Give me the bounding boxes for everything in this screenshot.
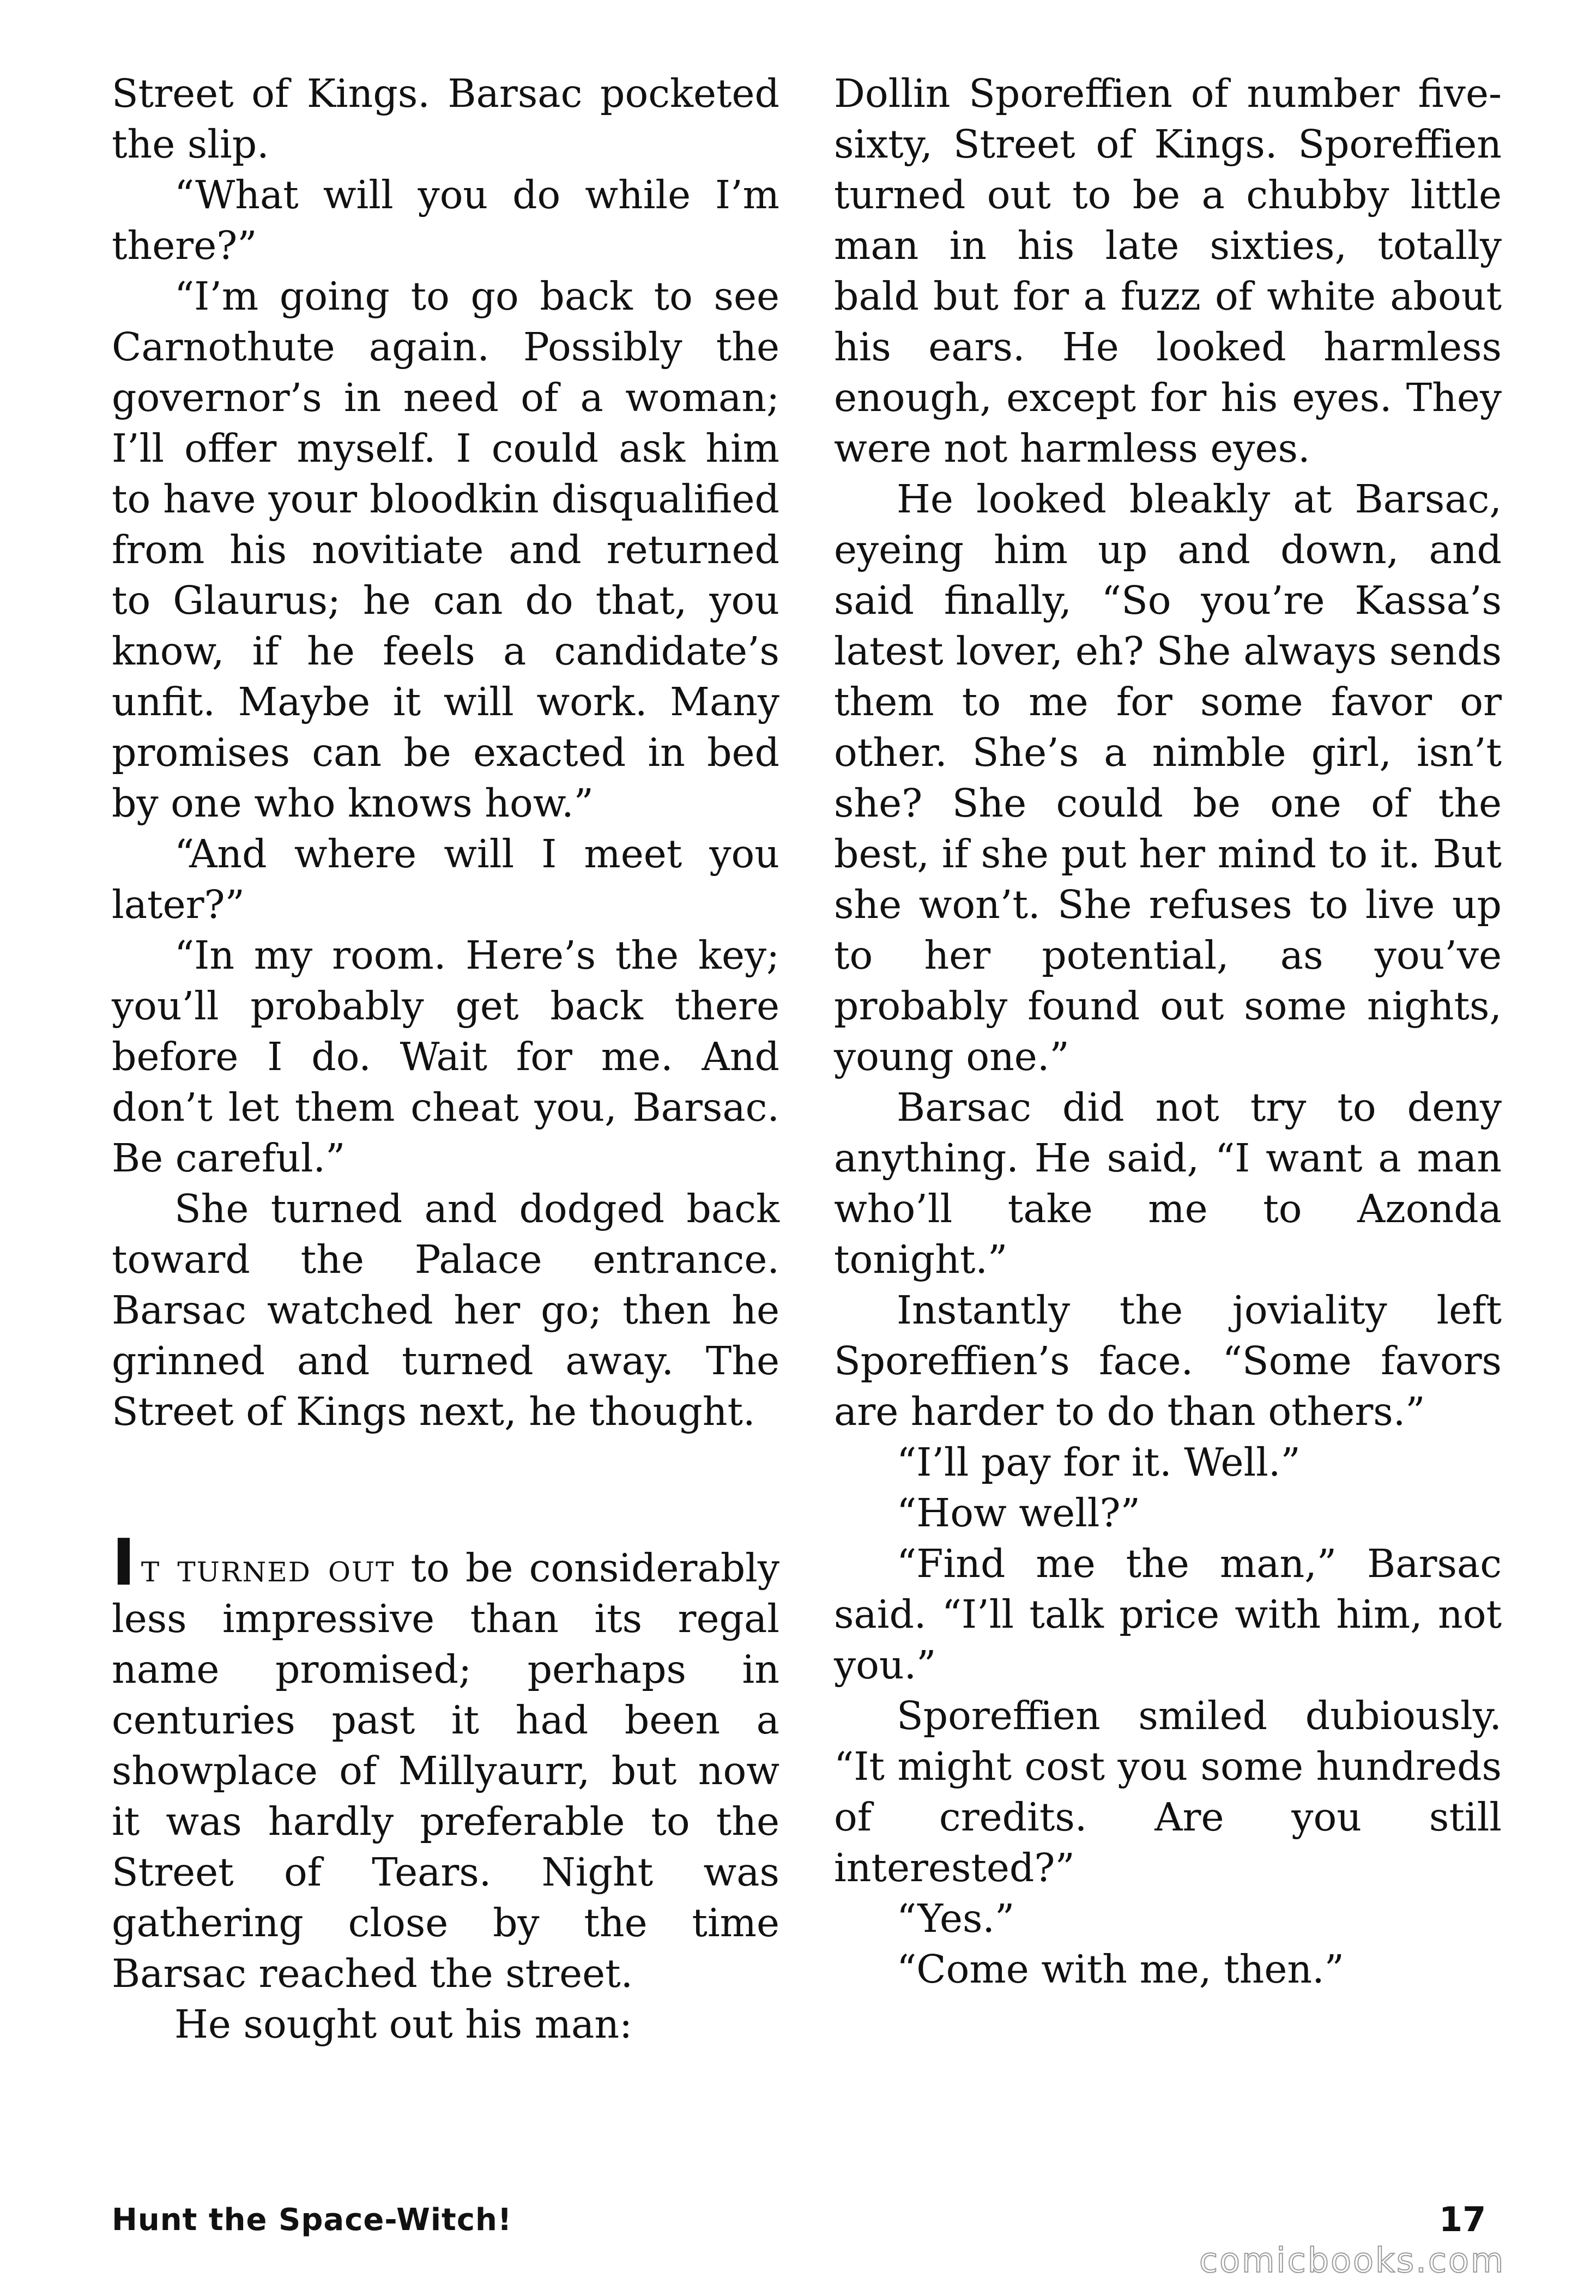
paragraph: Barsac did not try to deny anything. He said, “I want a man who’ll take me to Azonda tonight.”	[834, 1085, 1502, 1282]
drop-cap: I	[112, 1525, 136, 1600]
paragraph: “How well?”	[897, 1490, 1140, 1536]
paragraph: “Yes.”	[897, 1896, 1015, 1941]
paragraph: He looked bleakly at Barsac, eyeing him up and down, and said finally, “So you’re Kassa’s latest lover, eh? She always sends them to me for some favor or other. She’s a nimble girl, isn’t she? She could be one of the best, if she put her mind to it. But she won’t. She refuses to live up to her potential, as you’ve probably found out some nights, young one.”	[834, 476, 1502, 1079]
paragraph: Street of Kings. Barsac pocketed the slip.	[112, 71, 779, 167]
paragraph: Sporeffien smiled dubiously. “It might cost you some hundreds of credits. Are you still interested?”	[834, 1693, 1502, 1890]
paragraph: “In my room. Here’s the key; you’ll probably get back there before I do. Wait for me. And don’t let them cheat you, Barsac. Be careful.”	[112, 933, 779, 1181]
paragraph: “I’ll pay for it. Well.”	[897, 1440, 1301, 1485]
left-column	[112, 68, 779, 2050]
paragraph: “I’m going to go back to see Carnothute again. Possibly the governor’s in need of a woman; I’ll offer myself. I could ask him to have your bloodkin disqualified from his novitiate and returned to Glaurus; he can do that, you know, if he feels a candidate’s unfit. Maybe it will work. Many promises can be exacted in bed by one who knows how.”	[112, 274, 779, 826]
right-column	[834, 68, 1502, 1995]
paragraph: Dollin Sporeffien of number five-sixty, Street of Kings. Sporeffien turned out to be a chubby little man in his late sixties, totally bald but for a fuzz of white about his ears. He looked harmless enough, except for his eyes. They were not harmless eyes.	[834, 71, 1502, 471]
paragraph: He sought out his man:	[174, 2002, 633, 2047]
section-text: to be considerably less impressive than its regal name promised; perhaps in centuries past it had been a showplace of Millyaurr, but now it was hardly preferable to the Street of Tears. Night was gathering close by the time Barsac reached the street.	[112, 1545, 779, 1996]
small-caps-lead: t turned out	[141, 1545, 395, 1591]
watermark: comicbooks.com	[1199, 2240, 1506, 2280]
paragraph: “What will you do while I’m there?”	[112, 172, 779, 268]
paragraph: “Come with me, then.”	[897, 1947, 1344, 1992]
section-opening-paragraph	[112, 1525, 779, 1999]
running-footer-title: Hunt the Space-Witch!	[112, 2202, 512, 2238]
paragraph: “And where will I meet you later?”	[112, 831, 779, 927]
paragraph: Instantly the joviality left Sporeffien’s face. “Some favors are harder to do than others.”	[834, 1288, 1502, 1434]
paragraph: “Find me the man,” Barsac said. “I’ll talk price with him, not you.”	[834, 1541, 1502, 1688]
paragraph: She turned and dodged back toward the Palace entrance. Barsac watched her go; then he grinned and turned away. The Street of Kings next, he thought.	[112, 1186, 779, 1434]
page-number: 17	[1439, 2200, 1486, 2239]
